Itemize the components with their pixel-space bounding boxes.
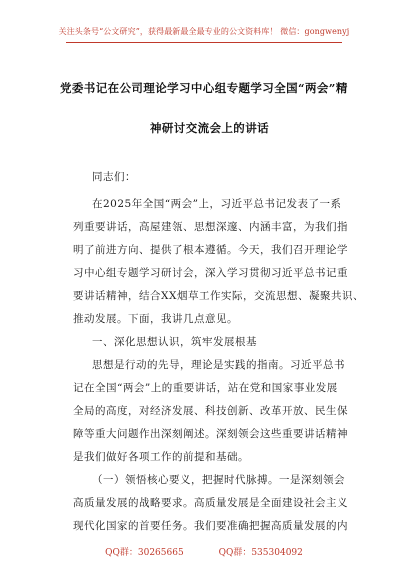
header-banner: 关注头条号“公文研究”，获得最新最全最专业的公文资料库！ 微信：gongwenyj (58, 27, 350, 36)
paragraph-line: 推动发展。下面，我讲几点意见。 (73, 313, 238, 325)
paragraph-line: 明了前进方向、提供了根本遵循。今天，我们召开理论学 (73, 244, 348, 256)
paragraph-line: 全局的高度，对经济发展、科技创新、改革开放、民生保 (73, 405, 348, 417)
salutation: 同志们： (92, 171, 136, 183)
header-divider (66, 42, 342, 43)
footer-qq-group-1: QQ群：30265665 (105, 548, 184, 558)
paragraph-line: 高质量发展的战略要求。高质量发展是全面建设社会主义 (73, 497, 348, 509)
paragraph-line: 思想是行动的先导，理论是实践的指南。习近平总书 (92, 359, 345, 371)
footer (0, 545, 408, 558)
paragraph-line: 障等重大问题作出深刻阐述。深刻领会这些重要讲话精神 (73, 428, 348, 440)
paragraph-line: 列重要讲话，高屋建瓴、思想深邃、内涵丰富，为我们指 (73, 221, 348, 233)
document-title-line-1: 党委书记在公司理论学习中心组专题学习全国“两会”精 (60, 81, 348, 95)
section-heading: 一、深化思想认识，筑牢发展根基 (92, 336, 257, 348)
paragraph-line: 在2025年全国“两会”上，习近平总书记发表了一系 (92, 198, 342, 210)
subsection-line: （一）领悟核心要义，把握时代脉搏。一是深刻领会 (92, 474, 345, 486)
paragraph-line: 现代化国家的首要任务。我们要准确把握高质量发展的内 (73, 520, 348, 532)
paragraph-line: 是我们做好各项工作的前提和基础。 (73, 451, 249, 463)
paragraph-line: 记在全国“两会”上的重要讲话，站在党和国家事业发展 (73, 382, 338, 394)
footer-qq-group-2: QQ群：535304092 (218, 548, 303, 558)
document-title-line-2: 神研讨交流会上的讲话 (150, 121, 269, 135)
paragraph-line: 要讲话精神，结合XX烟草工作实际，交流思想、凝聚共识、 (73, 290, 364, 302)
paragraph-line: 习中心组专题学习研讨会，深入学习贯彻习近平总书记重 (73, 267, 348, 279)
